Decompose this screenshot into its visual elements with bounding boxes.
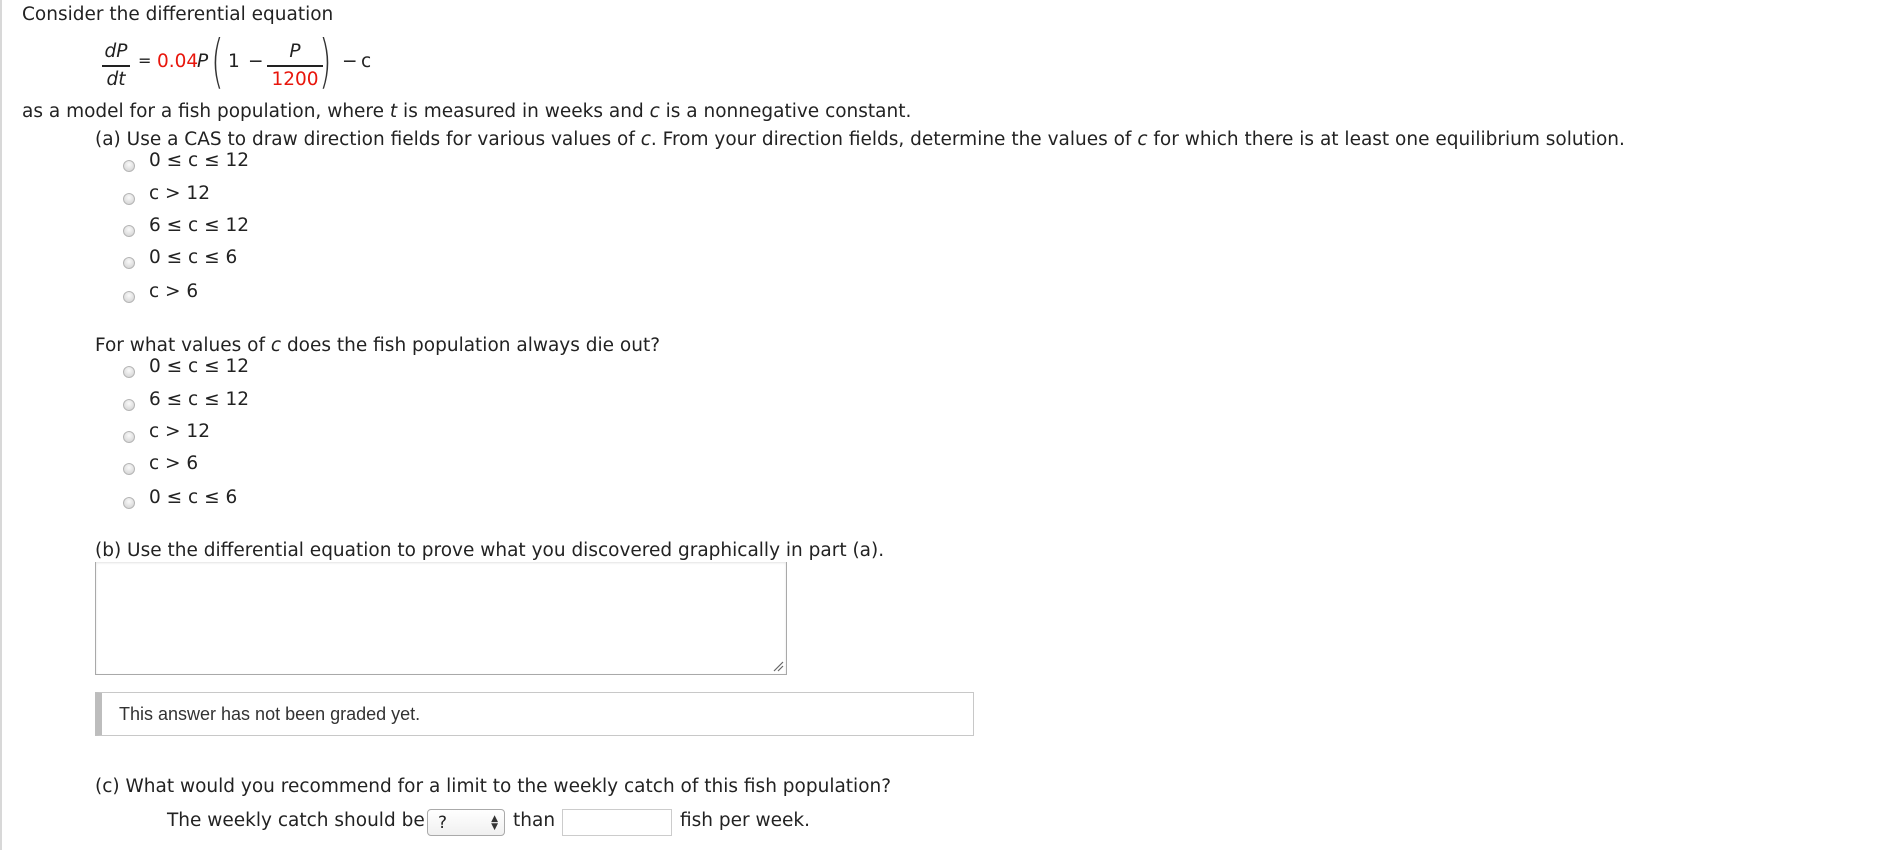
lhs-fraction: [102, 41, 130, 90]
radio-label[interactable]: 6 ≤ c ≤ 12: [149, 389, 250, 410]
inner-fraction: [267, 41, 323, 90]
part-c-question: (c) What would you recommend for a limit to the weekly catch of this fish population?: [95, 776, 892, 797]
population-var: P: [197, 51, 209, 72]
radio-button[interactable]: [123, 463, 135, 475]
radio-label[interactable]: c > 12: [149, 421, 210, 442]
grading-status-text: This answer has not been graded yet.: [119, 704, 421, 724]
fraction-bar: [267, 65, 323, 67]
radio-button[interactable]: [123, 497, 135, 509]
model-description: as a model for a fish population, where t is measured in weeks and c is a nonnegative constant.: [22, 101, 912, 122]
radio-label[interactable]: 0 ≤ c ≤ 6: [149, 487, 238, 508]
radio-button[interactable]: [123, 225, 135, 237]
carrying-capacity: 1200: [271, 68, 319, 90]
minus-sign: −: [342, 51, 358, 72]
select-value: ?: [438, 813, 448, 833]
catch-sentence-prefix: The weekly catch should be: [167, 810, 425, 831]
radio-button[interactable]: [123, 366, 135, 378]
growth-rate: 0.04: [157, 51, 199, 72]
fraction-bar: [102, 65, 130, 67]
radio-button[interactable]: [123, 257, 135, 269]
radio-label[interactable]: c > 12: [149, 183, 210, 204]
radio-label[interactable]: c > 6: [149, 281, 199, 302]
radio-button[interactable]: [123, 193, 135, 205]
intro-text: Consider the differential equation: [22, 4, 334, 25]
answer-textarea[interactable]: [95, 561, 787, 675]
part-a-question: (a) Use a CAS to draw direction fields for various values of c. From your direction fields, determine the values of c for which there is at least one equilibrium solution.: [95, 129, 1625, 150]
part-a2-question: For what values of c does the fish population always die out?: [95, 335, 661, 356]
part-b-question: (b) Use the differential equation to prove what you discovered graphically in part (a).: [95, 540, 885, 561]
radio-button[interactable]: [123, 399, 135, 411]
radio-label[interactable]: 0 ≤ c ≤ 12: [149, 356, 250, 377]
lhs-numerator: dP: [104, 41, 128, 62]
radio-label[interactable]: c > 6: [149, 453, 199, 474]
grading-status-box: [95, 692, 974, 736]
lhs-denominator: dt: [106, 68, 126, 90]
comparison-select[interactable]: [427, 809, 505, 836]
than-text: than: [513, 810, 556, 831]
radio-button[interactable]: [123, 160, 135, 172]
catch-limit-input[interactable]: [562, 809, 672, 836]
left-paren: (: [211, 27, 224, 95]
radio-button[interactable]: [123, 431, 135, 443]
radio-label[interactable]: 0 ≤ c ≤ 12: [149, 150, 250, 171]
equals-sign: =: [138, 51, 152, 70]
updown-arrows-icon: ▲ ▼: [491, 814, 498, 832]
minus-sign: −: [248, 51, 264, 72]
radio-label[interactable]: 0 ≤ c ≤ 6: [149, 247, 238, 268]
radio-label[interactable]: 6 ≤ c ≤ 12: [149, 215, 250, 236]
inner-numerator: P: [289, 41, 301, 62]
radio-button[interactable]: [123, 291, 135, 303]
right-paren: ): [319, 27, 332, 95]
resize-handle-icon[interactable]: [772, 660, 784, 672]
constant-c: c: [361, 51, 372, 72]
left-border: [0, 0, 2, 850]
catch-sentence-suffix: fish per week.: [680, 810, 810, 831]
one-term: 1: [228, 51, 240, 72]
